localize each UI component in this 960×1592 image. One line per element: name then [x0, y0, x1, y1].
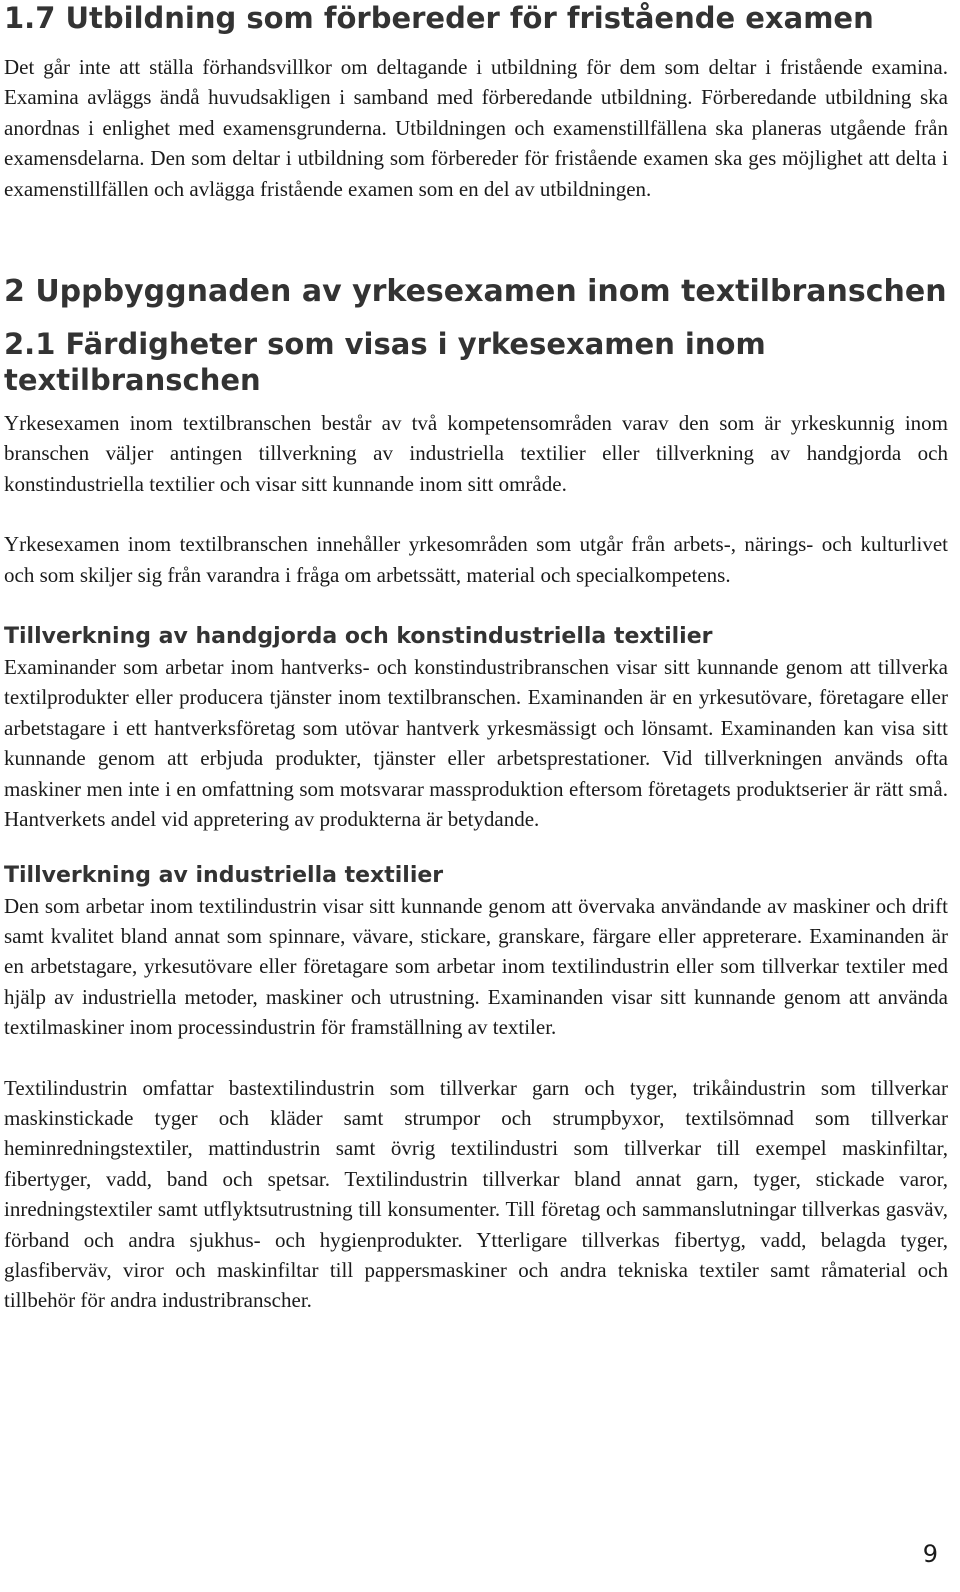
- section-2-1-paragraph-2: Yrkesexamen inom textilbranschen innehåller yrkesområden som utgår från arbets-, närings- och kulturlivet och som skiljer sig från varandra i fråga om arbetssätt, material och specialkompetens.: [4, 532, 948, 587]
- topic-handgjorda-paragraph: Examinander som arbetar inom hantverks- och konstindustribranschen visar sitt kunnande genom att tillverka textilprodukter eller producera tjänster inom textilbranschen. Examinanden är en yrkesutövare, företagare eller arbetstagare i ett hantverksföretag som utövar hantverk yrkesmässigt och lönsamt. Examinanden kan visa sitt kunnande genom att erbjuda produkter, tjänster eller arbetsprestationer. Vid tillverkningen används ofta maskiner men inte i en omfattning som motsvarar massproduktion eftersom företagets produktserier är rätt små. Hantverkets andel vid appretering av produkterna är betydande.: [4, 655, 948, 832]
- section-1-7-paragraph: Det går inte att ställa förhandsvillkor om deltagande i utbildning för dem som deltar i fristående examina. Examina avläggs ändå huvudsakligen i samband med förberedande utbildning. Förberedande utbildning ska anordnas i enlighet med examensgrunderna. Utbildningen och examenstillfällena ska planeras utgående från examensdelarna. Den som deltar i utbildning som förbereder för fristående examen ska ges möjlighet att delta i examenstillfällen och avlägga fristående examen som en del av utbildningen.: [4, 55, 948, 201]
- section-2-1-heading: 2.1 Färdigheter som visas i yrkesexamen inom textilbranschen: [4, 327, 766, 398]
- section-1-7-heading: 1.7 Utbildning som förbereder för fristående examen: [4, 1, 874, 35]
- topic-industriella-heading: Tillverkning av industriella textilier: [4, 862, 444, 888]
- topic-handgjorda-heading: Tillverkning av handgjorda och konstindustriella textilier: [4, 624, 713, 650]
- section-2-heading: 2 Uppbyggnaden av yrkesexamen inom textilbranschen: [4, 274, 947, 310]
- topic-industriella-paragraph-1: Den som arbetar inom textilindustrin visar sitt kunnande genom att övervaka användande av maskiner och drift samt kvalitet bland annat som spinnare, vävare, stickare, granskare, färgare eller appreterare. Examinanden är en arbetstagare, yrkesutövare eller företagare som arbetar inom textilindustrin eller som tillverkar textiler med hjälp av industriella metoder, maskiner och utrustning. Examinanden visar sitt kunnande genom att använda textilmaskiner inom processindustrin för framställning av textiler.: [4, 893, 948, 1040]
- document-page: [4, 0, 948, 1316]
- page-number: 9: [922, 1540, 938, 1568]
- section-2-1-paragraph-1: Yrkesexamen inom textilbranschen består av två kompetensområden varav den som är yrkeskunnig inom branschen väljer antingen tillverkning av industriella textilier eller tillverkning av handgjorda och konstindustriella textilier och visar sitt kunnande inom sitt område.: [4, 411, 948, 496]
- topic-industriella-paragraph-2: Textilindustrin omfattar bastextilindustrin som tillverkar garn och tyger, trikåindustrin som tillverkar maskinstickade tyger och kläder samt strumpor och strumpbyxor, textilsömnad som tillverkar heminredningstextiler, mattindustrin samt övrig textilindustri som tillverkar till exempel maskinfiltar, fibertyger, vadd, band och spetsar. Textilindustrin tillverkar bland annat garn, tyger, stickade varor, inredningstextiler samt utflyktsutrustning till konsumenter. Till företag och sammanslutningar tillverkas gasväv, förband och andra sjukhus- och hygienprodukter. Ytterligare tillverkas fibertyg, vadd, belagda tyger, glasfiberväv, viror och maskinfiltar till pappersmaskiner och andra tekniska textiler samt råmaterial och tillbehör för andra industribranscher.: [4, 1075, 948, 1313]
